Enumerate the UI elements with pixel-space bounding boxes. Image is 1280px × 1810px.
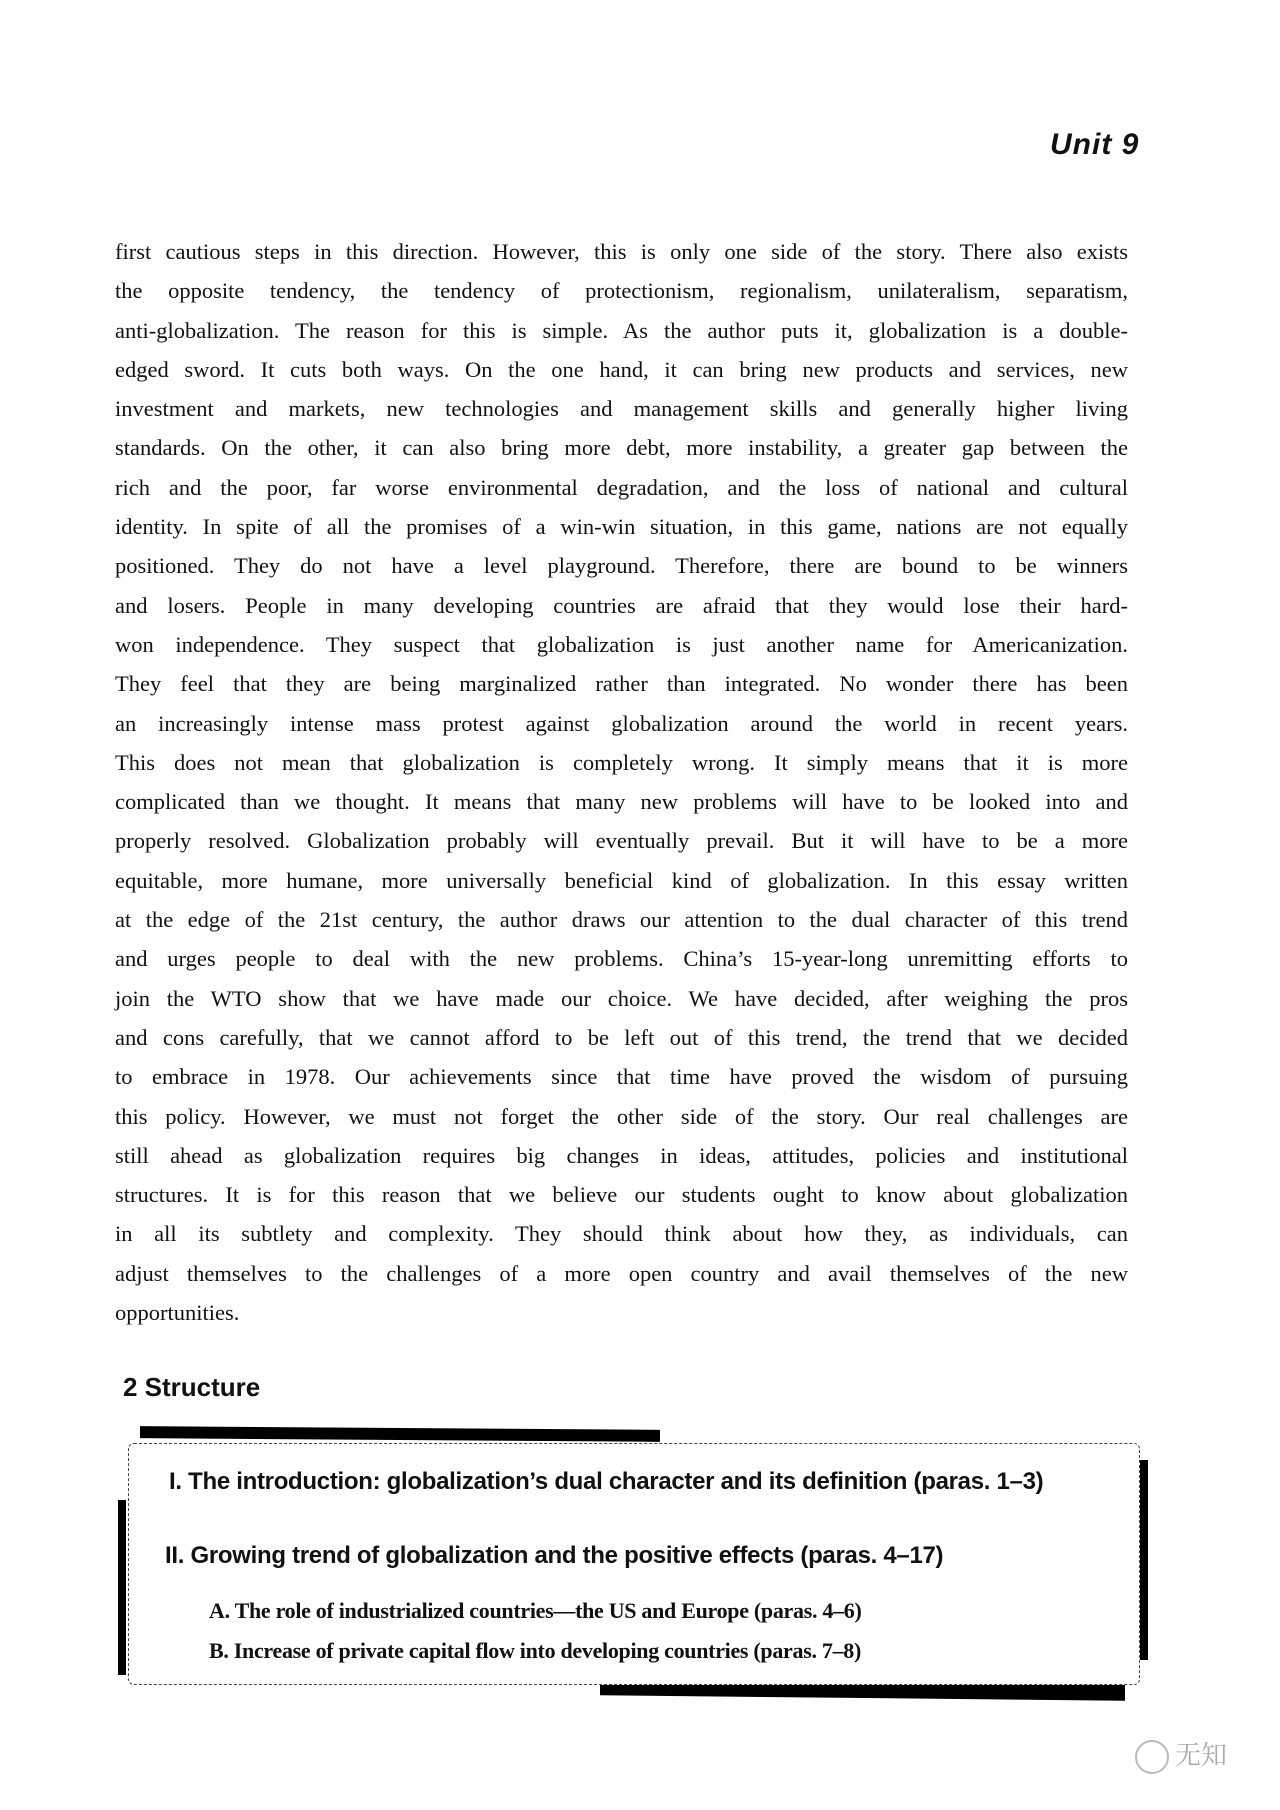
- text-line: the opposite tendency, the tendency of protectionism, regionalism, unilateralism, separatism,: [115, 278, 1128, 304]
- watermark-logo-icon: [1135, 1740, 1169, 1774]
- structure-item-2: II. Growing trend of globalization and the positive effects (paras. 4–17): [165, 1542, 944, 1569]
- text-line: anti-globalization. The reason for this is simple. As the author puts it, globalization is a double-: [115, 317, 1128, 343]
- text-line: complicated than we thought. It means that many new problems will have to be looked into and: [115, 789, 1128, 815]
- text-line: They feel that they are being marginalized rather than integrated. No wonder there has been: [115, 671, 1128, 697]
- section-heading: 2 Structure: [123, 1372, 261, 1402]
- structure-box: [128, 1443, 1140, 1685]
- body-text: [115, 232, 1128, 1332]
- watermark: [1135, 1735, 1227, 1774]
- box-shadow-top: [140, 1426, 660, 1442]
- text-line: an increasingly intense mass protest against globalization around the world in recent years.: [115, 710, 1128, 736]
- text-line: and urges people to deal with the new problems. China’s 15-year-long unremitting efforts to: [115, 946, 1128, 972]
- box-shadow-right: [1140, 1460, 1148, 1660]
- structure-item-1: I. The introduction: globalization’s dual character and its definition (paras. 1–3): [169, 1468, 1044, 1495]
- text-line: still ahead as globalization requires big changes in ideas, attitudes, policies and institutional: [115, 1142, 1128, 1168]
- text-line: properly resolved. Globalization probably will eventually prevail. But it will have to be a more: [115, 828, 1128, 854]
- text-line: positioned. They do not have a level playground. Therefore, there are bound to be winners: [115, 553, 1128, 579]
- text-line: this policy. However, we must not forget the other side of the story. Our real challenges are: [115, 1103, 1128, 1129]
- text-line: first cautious steps in this direction. However, this is only one side of the story. There also exists: [115, 239, 1128, 264]
- text-line: investment and markets, new technologies and management skills and generally higher living: [115, 396, 1128, 422]
- text-line: and losers. People in many developing countries are afraid that they would lose their hard-: [115, 592, 1128, 618]
- text-line: identity. In spite of all the promises of a win-win situation, in this game, nations are not equally: [115, 514, 1128, 540]
- text-line: This does not mean that globalization is completely wrong. It simply means that it is more: [115, 749, 1128, 775]
- box-shadow-left: [118, 1500, 126, 1675]
- text-line: opportunities.: [115, 1300, 240, 1326]
- text-line: structures. It is for this reason that we believe our students ought to know about globalization: [115, 1182, 1128, 1208]
- unit-header: Unit 9: [1050, 128, 1140, 161]
- structure-subitem-b: B. Increase of private capital flow into developing countries (paras. 7–8): [209, 1638, 862, 1663]
- structure-subitem-a: A. The role of industrialized countries—the US and Europe (paras. 4–6): [209, 1598, 862, 1623]
- text-line: won independence. They suspect that globalization is just another name for Americanization.: [115, 631, 1128, 657]
- text-line: standards. On the other, it can also bring more debt, more instability, a greater gap between the: [115, 435, 1128, 461]
- text-line: and cons carefully, that we cannot afford to be left out of this trend, the trend that we decided: [115, 1024, 1128, 1050]
- text-line: edged sword. It cuts both ways. On the one hand, it can bring new products and services, new: [115, 356, 1128, 382]
- text-line: join the WTO show that we have made our choice. We have decided, after weighing the pros: [115, 985, 1128, 1011]
- text-line: rich and the poor, far worse environmental degradation, and the loss of national and cultural: [115, 474, 1128, 500]
- text-line: at the edge of the 21st century, the author draws our attention to the dual character of this trend: [115, 907, 1128, 933]
- text-line: equitable, more humane, more universally beneficial kind of globalization. In this essay written: [115, 867, 1128, 893]
- text-line: adjust themselves to the challenges of a more open country and avail themselves of the new: [115, 1260, 1128, 1286]
- text-line: to embrace in 1978. Our achievements since that time have proved the wisdom of pursuing: [115, 1064, 1128, 1090]
- watermark-text: 无知: [1175, 1741, 1228, 1771]
- text-line: in all its subtlety and complexity. They should think about how they, as individuals, can: [115, 1221, 1128, 1247]
